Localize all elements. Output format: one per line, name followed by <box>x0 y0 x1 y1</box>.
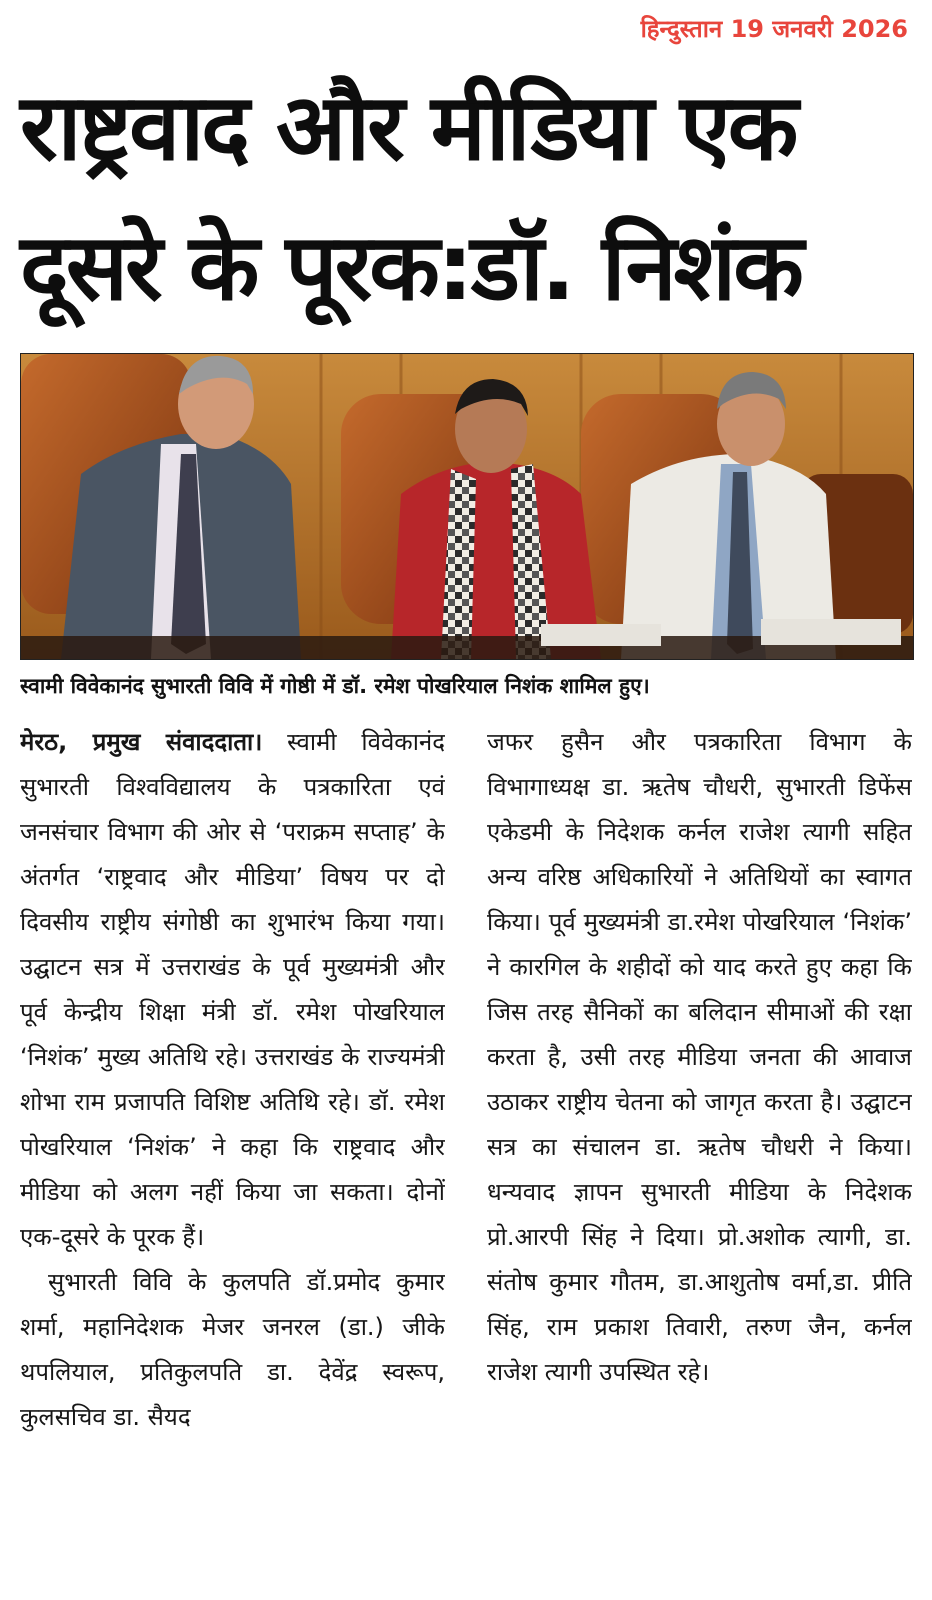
headline <box>20 58 920 338</box>
headline-line-2: दूसरे के पूरक:डॉ. निशंक <box>20 214 801 321</box>
article-column-left <box>20 720 445 1580</box>
article-paragraph-1 <box>20 720 445 1260</box>
newspaper-source-date: हिन्दुस्तान 19 जनवरी 2026 <box>640 15 908 43</box>
article-column-right <box>487 720 912 1580</box>
event-photo <box>20 353 914 660</box>
headline-line-1: राष्ट्रवाद और मीडिया एक <box>20 74 796 181</box>
article-paragraph-2: सुभारती विवि के कुलपति डॉ.प्रमोद कुमार शर्मा, महानिदेशक मेजर जनरल (डा.) जीके थपलियाल, प्रतिकुलपति डा. देवेंद्र स्वरूप, कुलसचिव डा. सैयद <box>20 1268 445 1431</box>
photo-caption: स्वामी विवेकानंद सुभारती विवि में गोष्ठी में डॉ. रमेश पोखरियाल निशंक शामिल हुए। <box>20 674 650 698</box>
article-paragraph-1-text: स्वामी विवेकानंद सुभारती विश्वविद्यालय के पत्रकारिता एवं जनसंचार विभाग की ओर से ‘पराक्रम सप्ताह’ के अंतर्गत ‘राष्ट्रवाद और मीडिया’ विषय पर दो दिवसीय राष्ट्रीय संगोष्ठी का शुभारंभ किया गया। उद्घाटन सत्र में उत्तराखंड के पूर्व मुख्यमंत्री और पूर्व केन्द्रीय शिक्षा मंत्री डॉ. रमेश पोखरियाल ‘निशंक’ मुख्य अतिथि रहे। उत्तराखंड के राज्यमंत्री शोभा राम प्रजापति विशिष्ट अतिथि रहे। डॉ. रमेश पोखरियाल ‘निशंक’ ने कहा कि राष्ट्रवाद और मीडिया को अलग नहीं किया जा सकता। दोनों एक-दूसरे के पूरक हैं। <box>20 728 445 1251</box>
article-paragraph-2-continued: जफर हुसैन और पत्रकारिता विभाग के विभागाध्यक्ष डा. ऋतेष चौधरी, सुभारती डिफेंस एकेडमी के निदेशक कर्नल राजेश त्यागी सहित अन्य वरिष्ठ अधिकारियों ने अतिथियों का स्वागत किया। पूर्व मुख्यमंत्री डा.रमेश पोखरियाल ‘निशंक’ ने कारगिल के शहीदों को याद करते हुए कहा कि जिस तरह सैनिकों का बलिदान सीमाओं की रक्षा करता है, उसी तरह मीडिया जनता की आवाज उठाकर राष्ट्रीय चेतना को जागृत करता है। उद्घाटन सत्र का संचालन डा. ऋतेष चौधरी ने किया। धन्यवाद ज्ञापन सुभारती मीडिया के निदेशक प्रो.आरपी सिंह ने दिया। प्रो.अशोक त्यागी, डा. संतोष कुमार गौतम, डा.आशुतोष वर्मा,डा. प्रीति सिंह, राम प्रकाश तिवारी, तरुण जैन, कर्नल राजेश त्यागी उपस्थित रहे। <box>487 728 912 1386</box>
article-dateline: मेरठ, प्रमुख संवाददाता। <box>20 728 263 756</box>
